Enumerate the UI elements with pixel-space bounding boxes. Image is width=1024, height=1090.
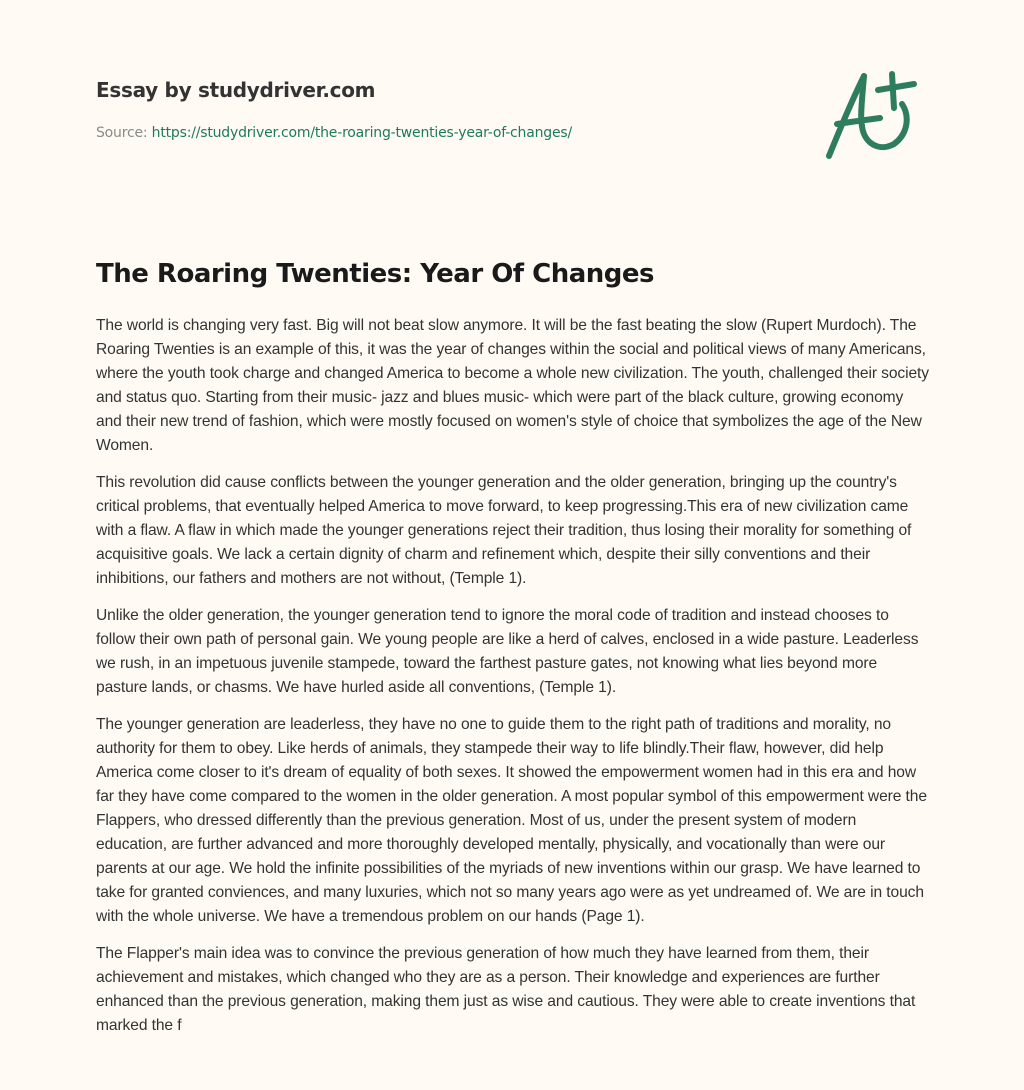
article-body [96, 314, 930, 1051]
paragraph: The Flapper's main idea was to convince the previous generation of how much they have learned from them, their achievement and mistakes, which changed who they are as a person. Their knowledge and experiences are further enhanced than the previous generation, making them just as wise and cautious. They were able to create inventions that marked the f [96, 945, 916, 1034]
article-title: The Roaring Twenties: Year Of Changes [96, 259, 655, 289]
source-label: Source: [96, 125, 152, 141]
source-link[interactable]: https://studydriver.com/the-roaring-twenties-year-of-changes/ [151, 125, 572, 141]
paragraph: The younger generation are leaderless, they have no one to guide them to the right path of traditions and morality, no authority for them to obey. Like herds of animals, they stampede their way to life blindly.Their flaw, however, did help America come closer to it's dream of equality of both sexes. It showed the empowerment women had in this era and how far they have come compared to the women in the older generation. A most popular symbol of this empowerment were the Flappers, who dressed differently than the previous generation. Most of us, under the present system of modern education, are further advanced and more thoroughly developed mentally, physically, and vocationally than were our parents at our age. We hold the infinite possibilities of the myriads of new inventions within our grasp. We have learned to take for granted conviences, and many luxuries, which not so many years ago were as yet undreamed of. We are in touch with the whole universe. We have a tremendous problem on our hands (Page 1). [96, 716, 927, 925]
paragraph: This revolution did cause conflicts between the younger generation and the older generation, bringing up the country's critical problems, that eventually helped America to move forward, to keep progressing.This era of new civilization came with a flaw. A flaw in which made the younger generations reject their tradition, thus losing their morality for something of acquisitive goals. We lack a certain dignity of charm and refinement which, despite their silly conventions and their inhibitions, our fathers and mothers are not without, (Temple 1). [96, 474, 912, 587]
brand-title: Essay by studydriver.com [96, 78, 376, 102]
source-line [96, 124, 796, 142]
paragraph: The world is changing very fast. Big will not beat slow anymore. It will be the fast beating the slow (Rupert Murdoch). The Roaring Twenties is an example of this, it was the year of changes within the social and political views of many Americans, where the youth took charge and changed America to become a whole new civilization. The youth, challenged their society and status quo. Starting from their music- jazz and blues music- which were part of the black culture, growing economy and their new trend of fashion, which were mostly focused on women's style of choice that symbolizes the age of the New Women. [96, 317, 929, 454]
paragraph: Unlike the older generation, the younger generation tend to ignore the moral code of tradition and instead chooses to follow their own path of personal gain. We young people are like a herd of calves, enclosed in a wide pasture. Leaderless we rush, in an impetuous juvenile stampede, toward the farthest pasture gates, not knowing what lies beyond more pasture lands, or chasms. We have hurled aside all conventions, (Temple 1). [96, 607, 919, 696]
a-plus-grade-icon [820, 64, 930, 164]
page-header [96, 76, 796, 142]
